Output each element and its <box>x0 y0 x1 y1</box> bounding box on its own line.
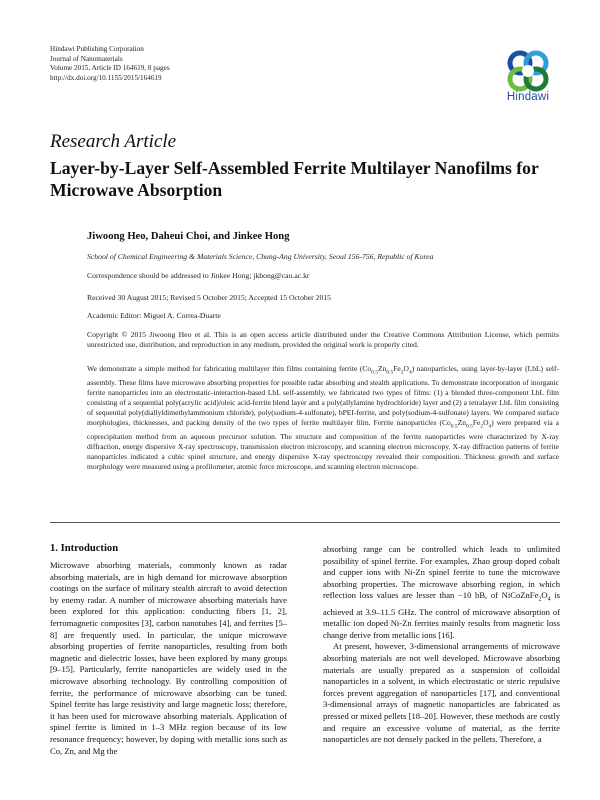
abstract-sub: 2 <box>480 423 484 430</box>
right-column <box>323 544 560 746</box>
authors: Jiwoong Heo, Daheui Choi, and Jinkee Hong <box>87 231 290 242</box>
abstract-sub: 0.5 <box>450 423 458 430</box>
abstract-text: O <box>403 364 409 373</box>
abstract-text: Fe <box>472 417 481 427</box>
para-sub: 4 <box>547 597 551 604</box>
received-dates: Received 30 August 2015; Revised 5 October 2015; Accepted 15 October 2015 <box>87 293 332 302</box>
abstract-text: O <box>483 417 489 427</box>
para-text: absorbing range can be controlled which leads to unlimited possibility of spinel ferrite. For examples, Zhao group doped cobalt and cupper ions with Ni-Zn spinel ferrite to tune the microwave absorbing properties. The microwave absorbing region, in which reflection loss values are lesser than −10 bB, of NiCoZnFe <box>323 544 560 601</box>
abstract-text: ) nanoparticles, using layer-by-layer (LbL) self-assembly. These films have microwave absorbing properties for possible radar absorbing and stealth applications. To demonstrate incorporation of inorganic ferrite nanoparticles into an electrostatic-interaction-based LbL self-assembly, we fabricated two types of films: (1) a blended three-component LbL film consisting of a sequential poly(acrylic acid)/oleic acid-ferrite blend layer and a poly(allylamine hydrochloride) layer and (2) a tetralayer LbL film consisting of sequential poly(diallyldimethylammonium chloride), poly(sodium-4-sulfonate), bPEI-ferrite, and poly(sodium-4-sulfonate) layers. We compared surface morphologies, thicknesses, and packing density of the two types of ferrite multilayer film. Ferrite nanoparticles (Co <box>87 364 559 427</box>
abstract <box>87 364 559 472</box>
intro-paragraph-1: Microwave absorbing materials, commonly known as radar absorbing materials, are in high demand for microwave absorption coatings on the surface of military stealth aircraft to avoid detection by enemy radar. A number of microwave absorbing materials have been explored for this application: conducting fibers [1, 2], ferromagnetic composites [3], carbon nanotubes [4], and ferrites [5–8] are frequently used. In particular, the unique microwave absorbing properties of ferrite nanoparticles, resulting from both magnetic and dielectric losses, have been explored by many groups [9–15]. Particularly, ferrite nanoparticles are widely used in the microwave absorbing technology. By controlling composition of ferrite, the performance of microwave absorbing can be tuned. Spinel ferrite has large resistivity and large magnetic loss; therefore, it has been used for microwave absorbing materials. Application of spinel ferrite is limited in 1–3 MHz region because of its low resonance frequency; however, by doping with metallic ions such as Co, Zn, and Mg the <box>50 560 287 756</box>
title-line-1: Layer-by-Layer Self-Assembled Ferrite Multilayer Nanofilms for <box>50 158 539 178</box>
affiliation: School of Chemical Engineering & Materials Science, Chung-Ang University, Seoul 156-756, Republic of Korea <box>87 252 434 261</box>
section-divider <box>50 522 560 523</box>
doi-link[interactable]: http://dx.doi.org/10.1155/2015/164619 <box>50 73 162 82</box>
abstract-sub: 0.5 <box>386 369 394 376</box>
section-heading-introduction: 1. Introduction <box>50 543 119 554</box>
abstract-sub: 2 <box>400 369 404 376</box>
academic-editor: Academic Editor: Miguel A. Correa-Duarte <box>87 311 221 320</box>
abstract-text: ) were prepared via a coprecipitation method from an aqueous precursor solution. The structure and composition of the ferrite nanoparticles were characterized by X-ray diffraction, energy dispersive X-ray spectroscopy, transmission electron microscopy, and scanning electron microscopy. X-ray diffraction patterns of ferrite nanoparticles indicated a cubic spinel structure, and energy dispersive X-ray spectroscopy revealed their composition. Thickness growth and surface morphology were measured using a profilometer, atomic force microscope, and scanning electron microscope. <box>87 417 560 471</box>
abstract-text: Zn <box>457 417 466 427</box>
publisher: Hindawi Publishing Corporation <box>50 45 144 53</box>
volume-info: Volume 2015, Article ID 164619, 8 pages <box>50 64 170 73</box>
article-title <box>50 158 560 201</box>
abstract-text: Fe <box>393 364 401 373</box>
left-column <box>50 543 287 757</box>
abstract-sub: 4 <box>408 369 412 376</box>
journal-meta <box>50 45 310 83</box>
abstract-sub: 4 <box>488 423 492 430</box>
abstract-sub: 0.5 <box>371 369 379 376</box>
copyright-line-1: Copyright © 2015 Jiwoong Heo et al. This is an open access article distributed under the Creative Commons Attribution License, <box>87 330 511 339</box>
abstract-text: Zn <box>378 364 387 373</box>
para-text: O <box>541 590 548 601</box>
hindawi-logo-text: Hindawi <box>506 91 550 103</box>
intro-paragraph-continued <box>323 544 560 641</box>
article-type: Research Article <box>50 131 177 152</box>
para-sub: 2 <box>538 597 542 604</box>
abstract-sub: 0.5 <box>465 423 473 430</box>
abstract-text: We demonstrate a simple method for fabricating multilayer thin films containing ferrite (Co <box>87 364 372 373</box>
copyright-line-2: which permits unrestricted use, distribution, and reproduction in any medium, provided the original work is properly cited. <box>87 330 559 350</box>
correspondence: Correspondence should be addressed to Jinkee Hong; jkhong@cau.ac.kr <box>87 271 310 280</box>
para-text: is achieved at 3.9–11.5 GHz. The control of microwave absorption of metallic ion doped Ni-Zn ferrites mainly results from magnetic loss change derive from metallic ions [16]. <box>323 590 560 640</box>
journal-name: Journal of Nanomaterials <box>50 54 123 63</box>
title-line-2: Microwave Absorption <box>50 179 223 200</box>
intro-paragraph-2: At present, however, 3-dimensional arrangements of microwave absorbing materials are not well developed. Microwave absorbing materials are usually prepared as a suspension of colloidal nanoparticles in a solvent, in which electrostatic or steric repulsive forces prevent aggregation of nanoparticles [17], and conventional 3-dimensional arrays of magnetic nanoparticles are fabricated as pressed or mixed pellets [18–20]. However, these methods are costly and require an excessive volume of material, as the ferrite nanoparticles are not densely packed in the pellets. Therefore, a <box>323 641 560 745</box>
copyright-notice <box>87 330 559 350</box>
